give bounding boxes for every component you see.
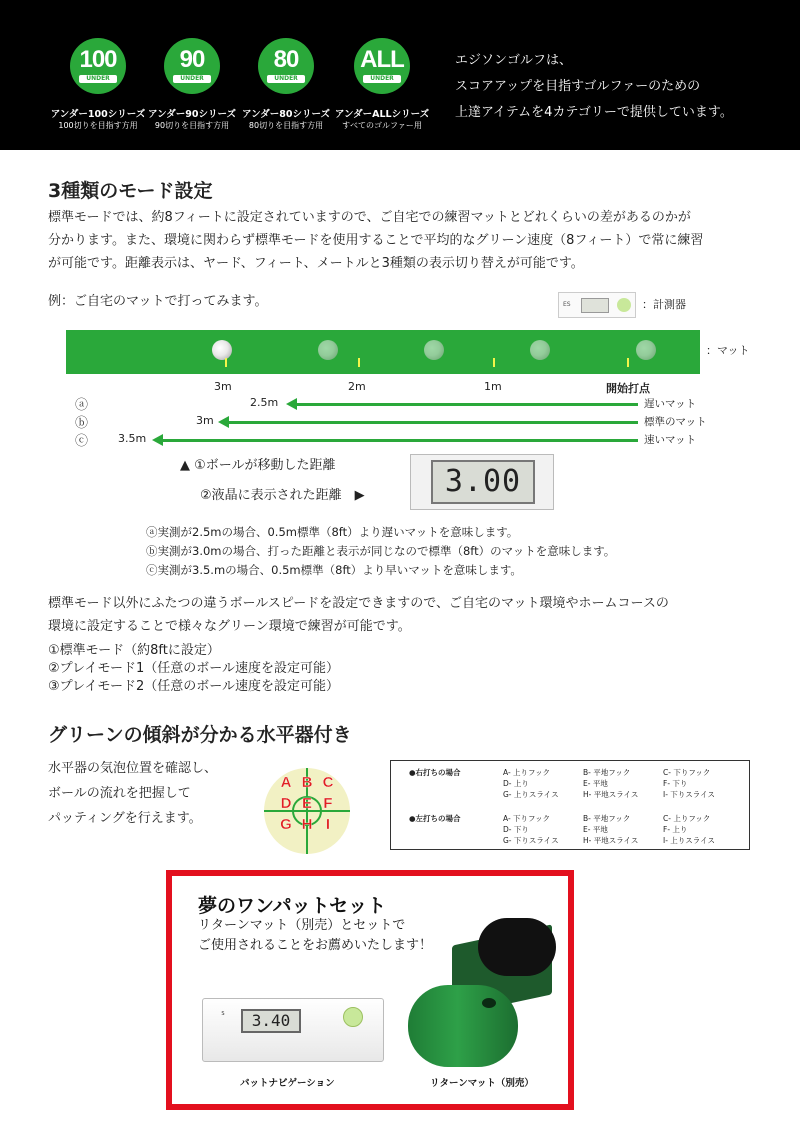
ball-icon bbox=[318, 340, 338, 360]
legend-right-h: H- 平地スライス bbox=[583, 790, 639, 799]
meter-level-icon bbox=[617, 298, 631, 312]
badge-under: UNDER bbox=[79, 75, 117, 83]
badge-under: UNDER bbox=[363, 75, 401, 83]
level-text-line: 水平器の気泡位置を確認し、 bbox=[48, 761, 218, 776]
legend-left-c: C- 上りフック bbox=[663, 814, 711, 823]
badge-number: 90 bbox=[179, 46, 205, 73]
mat-diagram bbox=[66, 330, 700, 374]
legend-left-d: D- 下り bbox=[503, 825, 529, 834]
header-line: 上達アイテムを4カテゴリーで提供しています。 bbox=[455, 105, 733, 120]
mode-list-item: ②プレイモード1（任意のボール速度を設定可能） bbox=[48, 661, 339, 676]
legend-left-e: E- 平地 bbox=[583, 825, 608, 834]
mat-label: ：マット bbox=[706, 344, 750, 357]
badge-number: 80 bbox=[273, 46, 299, 73]
badge-under-80 bbox=[258, 38, 314, 94]
level-letter-i: I bbox=[325, 816, 331, 833]
series-name: アンダー100シリーズ bbox=[50, 109, 146, 120]
series-name: アンダー80シリーズ bbox=[242, 109, 330, 120]
legend-left-i: I- 上りスライス bbox=[663, 836, 716, 845]
header-line: エジソンゴルフは、 bbox=[455, 53, 573, 68]
series-name: アンダー90シリーズ bbox=[148, 109, 236, 120]
distance-label-start: 開始打点 bbox=[606, 382, 650, 395]
arrow-a bbox=[296, 403, 638, 406]
device-level-icon bbox=[343, 1007, 363, 1027]
para2-line: 標準モード以外にふたつの違うボールスピードを設定できますので、ご自宅のマット環境やホームコースの bbox=[48, 596, 669, 611]
arrow-c bbox=[162, 439, 638, 442]
series-sub: 90切りを目指す方用 bbox=[154, 121, 230, 130]
level-letter-h: H bbox=[301, 816, 313, 833]
caption-return-mat: リターンマット（別売） bbox=[430, 1078, 534, 1089]
promo-sub-line: リターンマット（別売）とセットで bbox=[198, 918, 406, 933]
series-sub: すべてのゴルファー用 bbox=[342, 121, 422, 130]
return-mat-roll-icon bbox=[478, 918, 556, 976]
legend-right-label: ●右打ちの場合 bbox=[409, 768, 461, 777]
note-a: ⓐ実測が2.5mの場合、0.5m標準（8ft）より遅いマットを意味します。 bbox=[146, 525, 519, 539]
legend-right-i: I- 下りスライス bbox=[663, 790, 716, 799]
ball-icon bbox=[424, 340, 444, 360]
legend-right-g: G- 上りスライス bbox=[503, 790, 559, 799]
legend-left-b: B- 平地フック bbox=[583, 814, 631, 823]
level-letter-b: B bbox=[301, 774, 313, 791]
distance-label-2m: 2m bbox=[348, 380, 366, 393]
row-mark-a: ⓐ bbox=[75, 398, 89, 413]
meter-screen-icon bbox=[581, 298, 609, 313]
legend-right-a: A- 上りフック bbox=[503, 768, 551, 777]
level-letter-g: G bbox=[280, 816, 292, 833]
distance-tick bbox=[225, 358, 227, 367]
level-legend-box bbox=[390, 760, 750, 850]
mode-list bbox=[48, 642, 339, 696]
ball-icon bbox=[636, 340, 656, 360]
intro-line: 分かります。また、環境に関わらず標準モードを使用することで平均的なグリーン速度（8フィート）で常に練習 bbox=[48, 233, 704, 248]
legend-right-c: C- 下りフック bbox=[663, 768, 711, 777]
cup-hole-icon bbox=[482, 998, 496, 1008]
intro-line: が可能です。距離表示は、ヤード、フィート、メートルと3種類の表示切り替えが可能です。 bbox=[48, 256, 584, 271]
badge-under: UNDER bbox=[267, 75, 305, 83]
row-value-c: 3.5m bbox=[118, 432, 147, 445]
badge-number: ALL bbox=[360, 46, 404, 73]
legend-left-a: A- 下りフック bbox=[503, 814, 551, 823]
row-value-a: 2.5m bbox=[250, 396, 279, 409]
meter-image bbox=[558, 292, 636, 318]
level-text bbox=[48, 756, 217, 831]
row-value-b: 3m bbox=[196, 414, 214, 427]
legend-right-d: D- 上り bbox=[503, 779, 529, 788]
header-description bbox=[455, 48, 733, 126]
level-letter-e: E bbox=[301, 795, 312, 812]
distance-label-1m: 1m bbox=[484, 380, 502, 393]
level-letter-f: F bbox=[323, 795, 333, 812]
distance-tick bbox=[358, 358, 360, 367]
lcd-display bbox=[410, 454, 554, 510]
level-title: グリーンの傾斜が分かる水平器付き bbox=[48, 724, 352, 746]
mode-list-item: ③プレイモード2（任意のボール速度を設定可能） bbox=[48, 679, 339, 694]
row-mark-b: ⓑ bbox=[75, 416, 89, 431]
series-sub: 80切りを目指す方用 bbox=[248, 121, 324, 130]
legend-left-label: ●左打ちの場合 bbox=[409, 814, 461, 823]
promo-subtitle bbox=[198, 916, 432, 956]
series-name: アンダーALLシリーズ bbox=[334, 109, 430, 120]
note-b: ⓑ実測が3.0mの場合、打った距離と表示が同じなので標準（8ft）のマットを意味します。 bbox=[146, 544, 616, 558]
arrow-b bbox=[228, 421, 638, 424]
intro-line: 標準モードでは、約8フィートに設定されていますので、ご自宅での練習マットとどれくらいの差があるのかが bbox=[48, 210, 691, 225]
level-letter-c: C bbox=[322, 774, 334, 791]
distance-tick bbox=[627, 358, 629, 367]
level-letter-d: D bbox=[280, 795, 292, 812]
badge-under: UNDER bbox=[173, 75, 211, 83]
badge-number: 100 bbox=[79, 46, 117, 73]
header-banner bbox=[0, 0, 800, 150]
modes-intro bbox=[48, 206, 703, 275]
note-c: ⓒ実測が3.5.mの場合、0.5m標準（8ft）より早いマットを意味します。 bbox=[146, 563, 522, 577]
legend-left-h: H- 平地スライス bbox=[583, 836, 639, 845]
putt-navigation-device bbox=[202, 998, 384, 1062]
row-desc-a: 遅いマット bbox=[644, 398, 697, 410]
legend-right-f: F- 下り bbox=[663, 779, 688, 788]
legend-left-g: G- 下りスライス bbox=[503, 836, 559, 845]
level-text-line: パッティングを行えます。 bbox=[48, 811, 202, 826]
row-mark-c: ⓒ bbox=[75, 434, 89, 449]
promo-title: 夢のワンパットセット bbox=[198, 895, 387, 917]
promo-sub-line: ご使用されることをお薦めいたします！ bbox=[198, 938, 433, 953]
distance-tick bbox=[493, 358, 495, 367]
level-letter-a: A bbox=[280, 774, 292, 791]
legend-right-b: B- 平地フック bbox=[583, 768, 631, 777]
legend-right-e: E- 平地 bbox=[583, 779, 608, 788]
caption-putt-navigation: パットナビゲーション bbox=[240, 1078, 335, 1089]
row-desc-c: 速いマット bbox=[644, 434, 697, 446]
level-text-line: ボールの流れを把握して bbox=[48, 786, 191, 801]
distance-label-3m: 3m bbox=[214, 380, 232, 393]
legend-left-f: F- 上り bbox=[663, 825, 688, 834]
badge-under-90 bbox=[164, 38, 220, 94]
ball-icon bbox=[212, 340, 232, 360]
series-sub: 100切りを目指す方用 bbox=[58, 121, 138, 130]
row-desc-b: 標準のマット bbox=[644, 416, 707, 428]
badge-under-100 bbox=[70, 38, 126, 94]
device-screen: 3.40 bbox=[241, 1009, 301, 1033]
para2-line: 環境に設定することで様々なグリーン環境で練習が可能です。 bbox=[48, 619, 411, 634]
ball-icon bbox=[530, 340, 550, 360]
lcd-value: 3.00 bbox=[431, 460, 535, 504]
legend-display-distance: ②液晶に表示された距離 ▶ bbox=[200, 488, 365, 503]
modes-para2 bbox=[48, 592, 669, 638]
modes-title: 3種類のモード設定 bbox=[48, 180, 213, 202]
meter-label: ：計測器 bbox=[642, 298, 686, 311]
example-label: 例：ご自宅のマットで打ってみます。 bbox=[48, 294, 268, 309]
mode-list-item: ①標準モード（約8ftに設定） bbox=[48, 643, 220, 658]
badge-under-all bbox=[354, 38, 410, 94]
header-line: スコアアップを目指すゴルファーのための bbox=[455, 79, 701, 94]
green-mat-roll-icon bbox=[408, 985, 518, 1067]
legend-moved-distance: ▲ ①ボールが移動した距離 bbox=[180, 458, 336, 473]
device-logo-icon: S bbox=[221, 1011, 225, 1017]
meter-logo-icon: ES bbox=[563, 301, 571, 308]
